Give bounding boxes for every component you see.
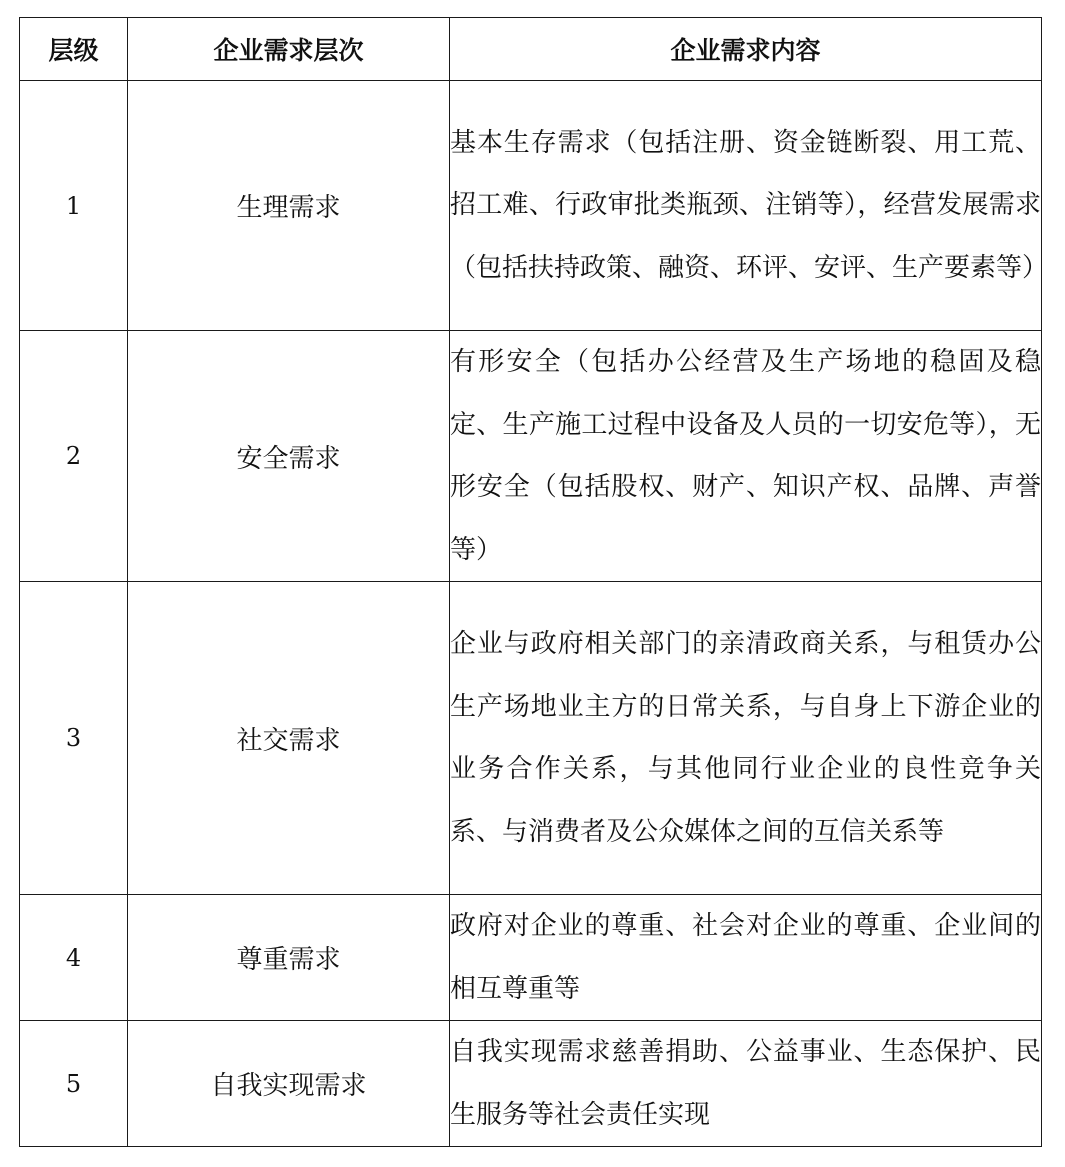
tier-cell: 3 <box>20 582 128 895</box>
level-cell: 生理需求 <box>128 81 450 331</box>
content-cell: 自我实现需求慈善捐助、公益事业、生态保护、民生服务等社会责任实现 <box>450 1021 1042 1147</box>
content-cell: 有形安全（包括办公经营及生产场地的稳固及稳定、生产施工过程中设备及人员的一切安危等），无形安全（包括股权、财产、知识产权、品牌、声誉等） <box>450 331 1042 582</box>
level-cell: 安全需求 <box>128 331 450 582</box>
header-content: 企业需求内容 <box>450 18 1042 81</box>
tier-cell: 2 <box>20 331 128 582</box>
tier-cell: 4 <box>20 895 128 1021</box>
content-cell: 政府对企业的尊重、社会对企业的尊重、企业间的相互尊重等 <box>450 895 1042 1021</box>
header-level: 企业需求层次 <box>128 18 450 81</box>
level-cell: 社交需求 <box>128 582 450 895</box>
enterprise-needs-table <box>19 17 1049 1147</box>
level-cell: 尊重需求 <box>128 895 450 1021</box>
table-row <box>20 81 1042 331</box>
table-row <box>20 582 1042 895</box>
content-cell: 基本生存需求（包括注册、资金链断裂、用工荒、招工难、行政审批类瓶颈、注销等），经营发展需求（包括扶持政策、融资、环评、安评、生产要素等） <box>450 81 1042 331</box>
header-tier: 层级 <box>20 18 128 81</box>
tier-cell: 1 <box>20 81 128 331</box>
table-row <box>20 895 1042 1021</box>
level-cell: 自我实现需求 <box>128 1021 450 1147</box>
tier-cell: 5 <box>20 1021 128 1147</box>
table-row <box>20 1021 1042 1147</box>
table-row <box>20 331 1042 582</box>
content-cell: 企业与政府相关部门的亲清政商关系，与租赁办公生产场地业主方的日常关系，与自身上下游企业的业务合作关系，与其他同行业企业的良性竞争关系、与消费者及公众媒体之间的互信关系等 <box>450 582 1042 895</box>
table-header-row <box>20 18 1042 81</box>
